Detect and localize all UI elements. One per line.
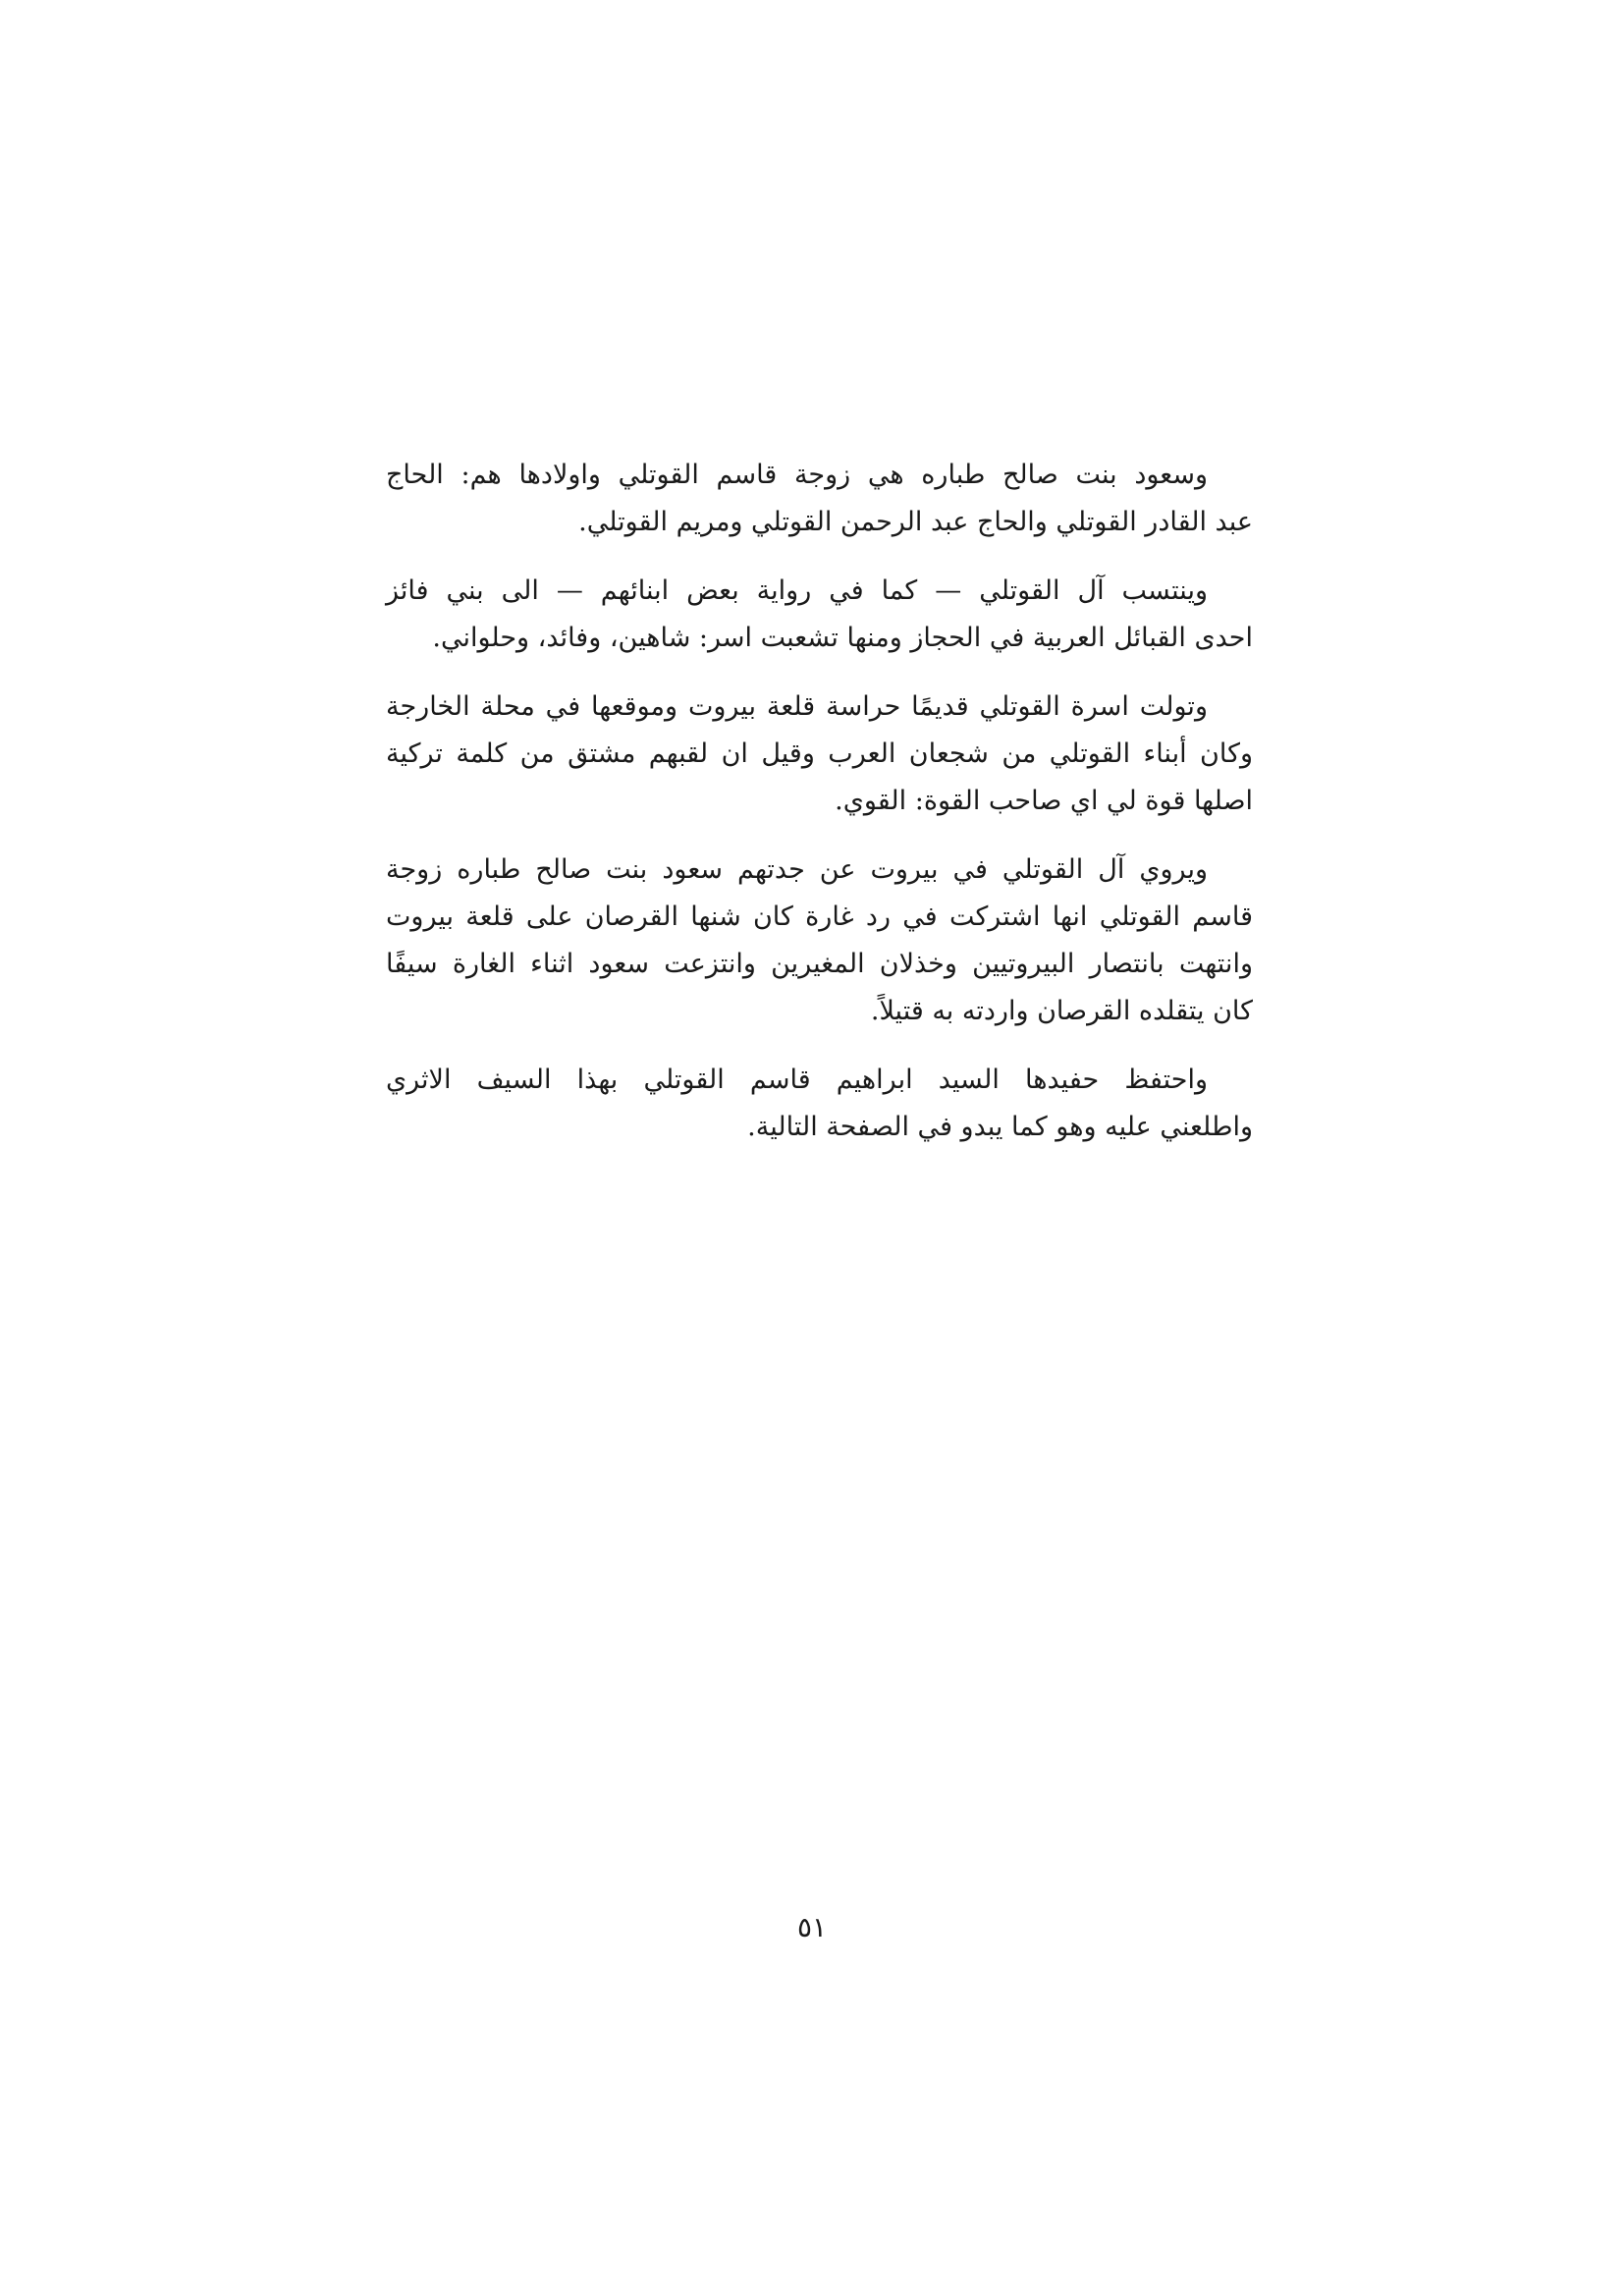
text-line: وسعود بنت صالح طباره هي زوجة قاسم القوتلي واولادها هم: الحاج [386,460,1208,490]
text-line: اصلها قوة لي اي صاحب القوة: القوي. [835,786,1253,816]
text-line: احدى القبائل العربية في الحجاز ومنها تشعبت اسر: شاهين، وفائد، وحلواني. [432,623,1253,653]
text-line: كان يتقلده القرصان واردته به قتيلاً. [870,996,1253,1026]
text-line: وكان أبناء القوتلي من شجعان العرب وقيل ان لقبهم مشتق من كلمة تركية [386,738,1253,769]
text-line: وتولت اسرة القوتلي قديمًا حراسة قلعة بيروت وموقعها في محلة الخارجة [386,691,1208,722]
paragraph-1 [386,452,1253,546]
text-line: واطلعني عليه وهو كما يبدو في الصفحة التالية. [747,1112,1253,1142]
text-line: واحتفظ حفيدها السيد ابراهيم قاسم القوتلي بهذا السيف الاثري [386,1065,1208,1095]
paragraph-2 [386,568,1253,662]
page-number: ٥١ [796,1911,828,1943]
text-line: عبد القادر القوتلي والحاج عبد الرحمن القوتلي ومريم القوتلي. [578,507,1253,537]
text-line: قاسم القوتلي انها اشتركت في رد غارة كان شنها القرصان على قلعة بيروت [386,902,1253,932]
paragraph-3 [386,683,1253,825]
text-line: وينتسب آل القوتلي — كما في رواية بعض ابنائهم — الى بني فائز [386,575,1208,606]
text-line: ويروي آل القوتلي في بيروت عن جدتهم سعود بنت صالح طباره زوجة [386,854,1208,885]
text-line: وانتهت بانتصار البيروتيين وخذلان المغيرين وانتزعت سعود اثناء الغارة سيفًا [386,949,1253,979]
body-text [386,452,1253,1173]
paragraph-4 [386,847,1253,1035]
paragraph-5 [386,1057,1253,1151]
